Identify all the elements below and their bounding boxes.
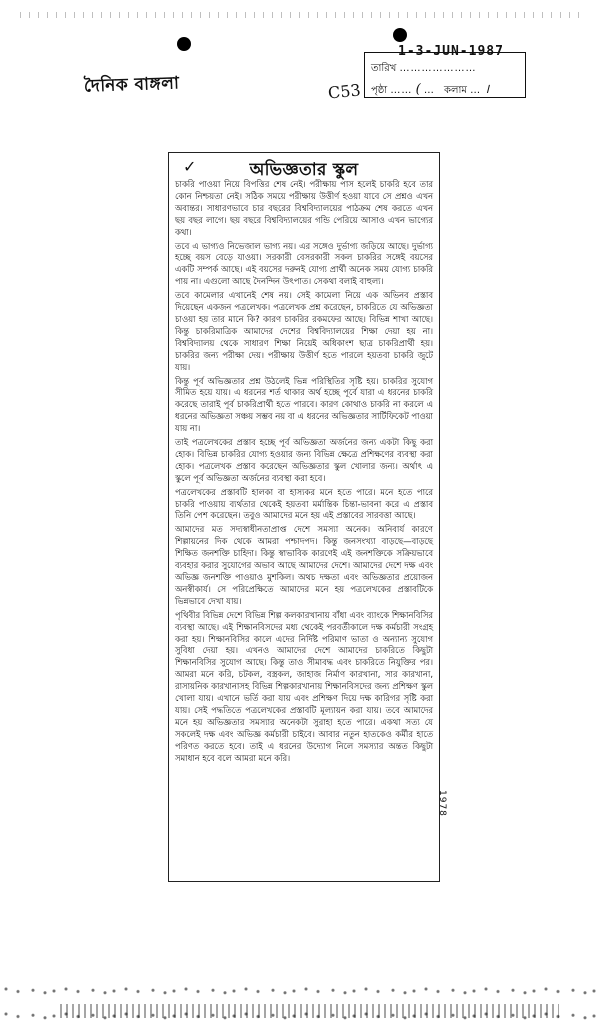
stamp-dotted-line: …… [390, 85, 413, 96]
article-paragraph: চাকরি পাওয়া নিয়ে বিপত্তির শেষ নেই। পরীক্ষায় পাস হলেই চাকরি হবে তার কোন নিশ্চয়তা নেই। সঠিক সময়ে পরীক্ষায় উত্তীর্ণ হওয়া যাবে সে প্রশ্নও এখন অবান্তর। সাধারণভাবে চার বছরের বিশ্ববিদ্যালয়ের পাঠক্রম শেষ করতে এখন ছয় বছর লাগে। ছয় বছরে বিশ্ববিদ্যালয়ের গন্ডি পেরিয়ে আসাও এখন ভাগ্যের কথা। [175, 179, 433, 237]
reference-number: C53 [327, 80, 362, 103]
date-stamp: 1-3-JUN-1987 [398, 44, 504, 59]
stamp-column-value: । [484, 82, 490, 97]
archive-stamp [364, 52, 526, 98]
clipping-header [175, 157, 433, 179]
article-paragraph: আমাদের মত সদ্যস্বাধীনতাপ্রাপ্ত দেশে সমস্যা অনেক। অনিবার্য কারণে শিল্পায়নের দিক থেকে আমরা পশ্চাদপদ। কিন্তু জনসংখ্যা বাড়ছে—বাড়ছে শিক্ষিত জনশক্তি চাহিদা। কিন্তু স্বাভাবিক কারণেই এই জনশক্তিকে সক্রিয়ভাবে ব্যবহার করার সুযোগের অভাব আছে আমাদের দেশে। আমাদের দেশে দক্ষ এবং অভিজ্ঞ জনশক্তি পাওয়াও মুশকিল। অথচ দক্ষতা এবং অভিজ্ঞতার প্রয়োজন অনস্বীকার্য। সে পরিপ্রেক্ষিতে আমাদের মনে হয় পত্রলেখকের প্রস্তাবটিকে ভিন্নভাবে দেখা যায়। [175, 524, 433, 606]
stamp-date-row [371, 61, 477, 78]
stamp-page-value: ( [415, 82, 421, 97]
stamp-date-label: তারিখ [371, 63, 397, 74]
stamp-dotted-line: ………………… [399, 63, 477, 74]
newspaper-clipping [168, 152, 440, 882]
article-paragraph: পত্রলেখকের প্রস্তাবটি হালকা বা হাস্যকর মনে হতে পারে। মনে হতে পারে চাকরি পাওয়ায় ব্যর্থতার থেকেই হয়তবা মর্মান্তিক চিন্তা-ভাবনা করে এ প্রস্তাব তিনি পেশ করেছেন। তবুও আমাদের মনে হয় এই প্রস্তাবের সারবত্তা আছে। [175, 486, 433, 521]
stamp-dotted-line: … [423, 85, 435, 96]
newspaper-name: দৈনিক বাঙ্গলা [83, 73, 180, 97]
side-number: 1978 [437, 790, 447, 817]
stamp-page-row [371, 79, 489, 100]
scan-noise-top [20, 12, 579, 18]
article-body [175, 179, 433, 765]
article-paragraph: তবে কামেলার এখানেই শেষ নয়। সেই কামেলা নিয়ে এক অভিনব প্রস্তাব দিয়েছেন একজন পত্রলেখক। পত্রলেখক প্রশ্ন করেছেন, চাকরিতে যে অভিজ্ঞতা চাওয়া হয় তার মানে কি? কারণ চাকরির রকমফের আছে। বিভিন্ন শাখা আছে। কিন্তু চাকরিমাত্রিক আমাদের দেশের বিশ্ববিদ্যালয়ের শিক্ষা দেয়া হয় না। বিশ্ববিদ্যালয় থেকে সাধারণ শিক্ষা নিয়েই অধিকাংশ ছাত্র চাকরিপ্রার্থী হয়। চাকরির জন্য পরীক্ষা দেয়। পরীক্ষায় উত্তীর্ণ হতে পারলে হয়তবা চাকরি জুটে যায়। [175, 290, 433, 372]
stamp-page-label: পৃষ্ঠা [371, 85, 388, 96]
stamp-column-label: কলাম [444, 85, 467, 96]
article-paragraph: পৃথিবীর বিভিন্ন দেশে বিভিন্ন শিল্প কলকারখানায় বাঁধা এবং ব্যাংকে শিক্ষানবিসির ব্যবস্থা আছে। এই শিক্ষানবিসদের মধ্য থেকেই পরবর্তীকালে দক্ষ কর্মচারী সংগ্রহ করা হয়। শিক্ষানবিসির কালে এদের নির্দিষ্ট পরিমাণ ভাতা ও অন্যান্য সুযোগ সুবিধা দেয়া হয়। এখনও আমাদের দেশে আমাদের চাকরিতে কিছুটা শিক্ষানবিসির সুযোগ আছে। কিন্তু তাও সীমাবদ্ধ এবং চাকরিতে নিযুক্তির পর। আমরা মনে করি, চটকল, বস্ত্রকল, জাহাজ নির্মাণ কারখানা, সার কারখানা, রাসায়নিক কারখানাসহ বিভিন্ন শিল্পকারখানায় শিক্ষানবিসদের জন্য প্রশিক্ষণ স্কুল খোলা যায়। এখানে ভর্তি করা যায় এবং প্রশিক্ষণ দিয়ে দক্ষ কারিগর সৃষ্টি করা যায়। সেই পদ্ধতিতে পত্রলেখকের প্রস্তাবটি মূল্যায়ন করা যায়। তবে আমাদের মনে হয় অভিজ্ঞতার সমস্যার অনেকটা সুরাহা হতে পারে। একথা সত্য যে সকলেই দক্ষ এবং অভিজ্ঞ কর্মচারী চাইবে। আবার নতুন হাতকেও কর্মীর হাতে পরিণত করতে হবে। তাই এ ধরনের উদ্যোগ নিলে সমস্যার অন্তত কিছুটা সমাধান হবে বলে আমরা মনে করি। [175, 609, 433, 763]
punch-hole-right [393, 28, 407, 42]
article-title: অভিজ্ঞতার স্কুল [249, 160, 359, 180]
article-paragraph: কিন্তু পূর্ব অভিজ্ঞতার প্রশ্ন উঠলেই ভিন্ন পরিস্থিতির সৃষ্টি হয়। চাকরির সুযোগ সীমিত হয়ে যায়। এ ধরনের শর্ত থাকার অর্থ হচ্ছে পূর্বে যারা এ ধরনের চাকরি করেছে তারাই পূর্ব চাকরিপ্রার্থী হতে পারবে। কারণ কোথাও চাকরি না করলে এ ধরনের অভিজ্ঞতা সঞ্চয় সম্ভব নয় বা এ ধরনের অভিজ্ঞতার সার্টিফিকেট পাওয়া যায় না। [175, 375, 433, 434]
scan-noise-band [60, 1004, 559, 1018]
punch-hole-left [177, 37, 191, 51]
article-paragraph: তবে এ ভাগ্যও নিভেজাল ভাগ্য নয়। এর সঙ্গেও দুর্ভাগ্য জড়িয়ে আছে। দুর্ভাগ্য হচ্ছে বয়স বেড়ে যাওয়া। সরকারী বেসরকারী সকল চাকরির সঙ্গেই বয়সের একটি সম্পর্ক আছে। এই বয়সের দরুনই যোগ্য প্রার্থী অনেক সময় যোগ্য চাকরি পায় না। এগুলো আছে দৈনন্দিন উৎপাত। সেকথা বলাই বাহুল্য। [175, 240, 433, 287]
article-paragraph: তাই পত্রলেখকের প্রস্তাব হচ্ছে পূর্ব অভিজ্ঞতা অর্জনের জন্য একটা কিছু করা হোক। বিভিন্ন চাকরির যোগ্য হওয়ার জন্য বিভিন্ন ক্ষেত্রে প্রশিক্ষণের ব্যবস্থা করা হোক। পত্রলেখক প্রস্তাব করেছেন অভিজ্ঞতার স্কুল খোলার জন্য। অর্থাৎ এ স্কুলে পূর্ব অভিজ্ঞতা অর্জনের ব্যবস্থা করা হবে। [175, 437, 433, 483]
stamp-dotted-line: … [470, 85, 482, 96]
check-mark-icon: ✓ [183, 157, 197, 176]
